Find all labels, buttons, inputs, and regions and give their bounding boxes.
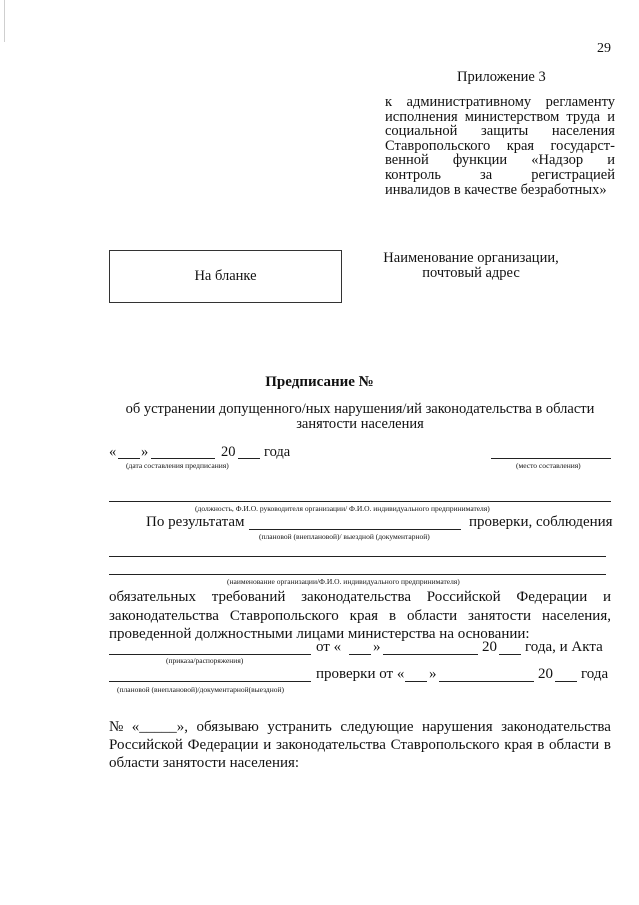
- violations-word: «_____»,: [131, 719, 189, 735]
- subtitle-line-2: занятости населения: [296, 415, 424, 432]
- appendix-text: [385, 95, 615, 197]
- violations-word: устранить: [267, 719, 332, 735]
- appendix-word: населения: [551, 123, 615, 140]
- appendix-word: социальной: [385, 123, 458, 140]
- document-title: Предписание №: [265, 374, 374, 390]
- date-close-quote: »: [141, 444, 149, 460]
- appendix-word: контроль: [385, 166, 441, 183]
- violations-word: №: [109, 719, 124, 735]
- body-word: законодательства: [301, 589, 411, 605]
- place-hint: (место составления): [516, 461, 581, 470]
- appendix-word: и: [607, 152, 615, 169]
- order-blank-line[interactable]: [109, 654, 311, 655]
- check-kind-hint: (плановой (внеплановой)/документарной(выездной): [117, 685, 285, 694]
- appendix-line: [385, 168, 615, 183]
- violations-word: нарушения: [421, 719, 493, 735]
- place-blank-line[interactable]: [491, 458, 611, 459]
- document-subtitle: [110, 402, 610, 431]
- body-word: в: [388, 607, 397, 624]
- appendix-word: труда: [566, 108, 601, 125]
- position-blank-line[interactable]: [109, 501, 611, 502]
- body-word: проведенной должностными лицами министерства на основании:: [109, 626, 530, 642]
- check-type-blank-line[interactable]: [249, 529, 461, 530]
- violations-word: законодательства: [501, 719, 611, 735]
- appendix-word: края: [506, 137, 535, 154]
- organization-address-block: [360, 251, 582, 280]
- subtitle-line-1: об устранении допущенного/ных нарушения/ий законодательства в области: [125, 401, 595, 417]
- violations-word: следующие: [340, 719, 414, 735]
- check-close-quote: »: [429, 666, 437, 682]
- body-word: края: [349, 607, 379, 624]
- order-day-blank-line[interactable]: [349, 654, 371, 655]
- appendix-word: функции: [452, 152, 508, 169]
- appendix-word: административному: [406, 94, 532, 110]
- appendix-word: за: [480, 166, 493, 183]
- check-type-hint: (плановой (внеплановой)/ выездной (документарной): [259, 532, 430, 541]
- day-blank-line[interactable]: [118, 458, 140, 459]
- violations-line-2: Российской Федерации и законодательства Ставропольского края в области в: [109, 737, 611, 753]
- check-label: проверки от «: [316, 666, 405, 682]
- body-word: требований: [211, 589, 286, 605]
- body-word: Ставропольского: [229, 607, 339, 624]
- appendix-line: [385, 110, 615, 125]
- month-blank-line[interactable]: [151, 458, 215, 459]
- results-label: По результатам: [146, 514, 245, 530]
- organization-name-label: Наименование организации,: [383, 250, 559, 266]
- check-year-blank-line[interactable]: [555, 681, 577, 682]
- order-close-quote: »: [373, 639, 381, 655]
- appendix-word: государст-: [550, 137, 615, 154]
- check-kind-blank-line[interactable]: [109, 681, 311, 682]
- date-open-quote: «: [109, 444, 117, 460]
- org-blank-line-2[interactable]: [109, 574, 606, 575]
- appendix-word: и: [607, 108, 615, 125]
- position-hint: (должность, Ф.И.О. руководителя организации/ Ф.И.О. индивидуального предпринимателя): [195, 504, 490, 513]
- appendix-word: исполнения: [385, 108, 458, 125]
- order-tail: года, и Акта: [525, 639, 603, 655]
- violations-word: обязываю: [196, 719, 259, 735]
- year-blank-line[interactable]: [238, 458, 260, 459]
- page-number: 29: [597, 41, 611, 56]
- appendix-word: «Надзор: [531, 152, 584, 169]
- body-line: [109, 588, 611, 607]
- letterhead-placeholder-box: [109, 250, 342, 303]
- postal-address-label: почтовый адрес: [422, 264, 520, 281]
- org-blank-line-1[interactable]: [109, 556, 606, 557]
- body-word: Федерации: [516, 589, 588, 605]
- appendix-word: министерством: [464, 108, 560, 125]
- body-word: и: [602, 589, 611, 605]
- appendix-word: защиты: [481, 123, 529, 140]
- order-month-blank-line[interactable]: [383, 654, 478, 655]
- appendix-word: регламенту: [545, 94, 615, 110]
- body-line: [109, 607, 611, 626]
- body-word: области: [406, 607, 458, 624]
- body-paragraph: [109, 588, 611, 644]
- date-hint: (дата составления предписания): [126, 461, 229, 470]
- check-month-blank-line[interactable]: [439, 681, 534, 682]
- body-word: законодательства: [109, 607, 219, 624]
- check-year-prefix: 20: [538, 666, 553, 682]
- order-from: от «: [316, 639, 342, 655]
- org-hint: (наименование организации/Ф.И.О. индивидуального предпринимателя): [227, 577, 460, 586]
- appendix-line: [385, 153, 615, 168]
- order-year-prefix: 20: [482, 639, 497, 655]
- appendix-title: Приложение 3: [457, 69, 546, 85]
- body-word: обязательных: [109, 589, 196, 605]
- appendix-line: [385, 95, 615, 110]
- appendix-word: к: [385, 94, 393, 110]
- appendix-word: Ставропольского: [385, 137, 491, 154]
- check-day-blank-line[interactable]: [405, 681, 427, 682]
- order-year-blank-line[interactable]: [499, 654, 521, 655]
- violations-line-3: области занятости населения:: [109, 755, 300, 771]
- letterhead-label: На бланке: [194, 268, 257, 284]
- body-word: Российской: [426, 589, 501, 605]
- date-year-prefix: 20: [221, 444, 236, 460]
- appendix-word: регистрацией: [531, 166, 615, 183]
- date-year-word: года: [264, 444, 291, 460]
- scan-edge-mark: [4, 0, 5, 42]
- body-word: занятости: [468, 607, 532, 624]
- order-hint: (приказа/распоряжения): [166, 656, 244, 665]
- appendix-line: [385, 124, 615, 139]
- violations-line-1: [109, 718, 611, 736]
- body-word: населения,: [541, 607, 611, 624]
- appendix-line: [385, 139, 615, 154]
- results-tail: проверки, соблюдения: [469, 514, 613, 530]
- appendix-line: [385, 183, 615, 198]
- appendix-word: инвалидов в качестве безработных»: [385, 181, 607, 198]
- appendix-word: венной: [385, 152, 429, 169]
- violations-paragraph: [109, 718, 611, 772]
- check-tail: года: [581, 666, 609, 682]
